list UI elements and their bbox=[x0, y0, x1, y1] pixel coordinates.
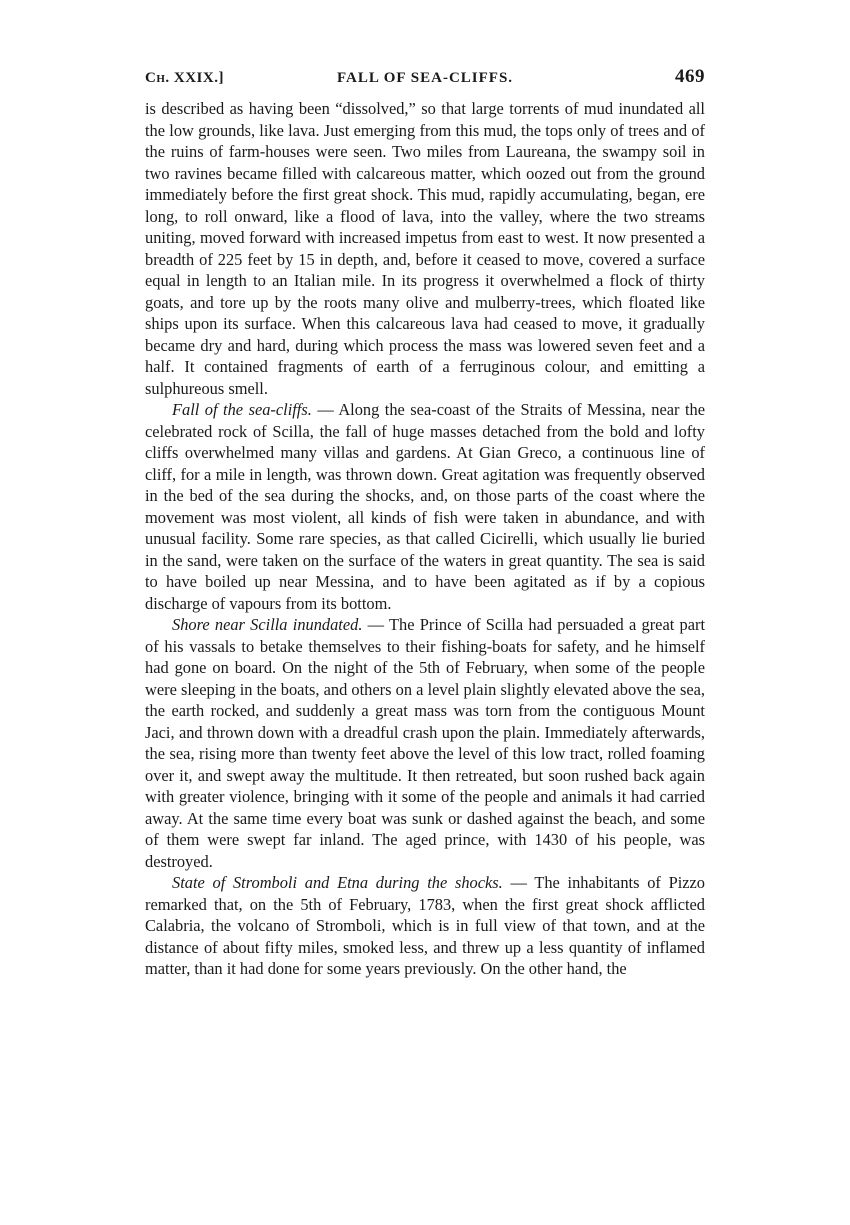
paragraph bbox=[145, 614, 705, 872]
paragraph-text: — Along the sea-coast of the Straits of Messina, near the celebrated rock of Scilla, the fall of huge masses detached from the bold and lofty cliffs overwhelmed many villas and gardens. At Gian Greco, a continuous line of cliff, for a mile in length, was thrown down. Great agitation was frequently observed in the bed of the sea during the shocks, and, on those parts of the coast where the movement was most violent, all kinds of fish were taken in abundance, and with unusual facility. Some rare species, as that called Cicirelli, which usually lie buried in the sand, were taken on the surface of the waters in great quantity. The sea is said to have boiled up near Messina, and to have been agitated as if by a copious discharge of vapours from its bottom. bbox=[145, 400, 705, 613]
book-page bbox=[145, 64, 705, 980]
paragraph bbox=[145, 399, 705, 614]
section-heading: Fall of the sea-cliffs. bbox=[172, 400, 312, 419]
paragraph-text: is described as having been “dissolved,” so that large torrents of mud inundated all the low grounds, like lava. Just emerging from this mud, the tops only of trees and of the ruins of farm-houses were seen. Two miles from Laureana, the swampy soil in two ravines became filled with calcareous matter, which oozed out from the ground immediately before the first great shock. This mud, rapidly accumulating, began, ere long, to roll onward, like a flood of lava, into the valley, where the two streams uniting, moved forward with increased impetus from east to west. It now presented a breadth of 225 feet by 15 in depth, and, before it ceased to move, covered a surface equal in length to an Italian mile. In its progress it overwhelmed a flock of thirty goats, and tore up by the roots many olive and mulberry-trees, which floated like ships upon its surface. When this calcareous lava had ceased to move, it gradually became dry and hard, during which process the mass was lowered seven feet and a half. It contained fragments of earth of a ferruginous colour, and emitting a sulphureous smell. bbox=[145, 99, 705, 398]
section-heading: State of Stromboli and Etna during the shocks. bbox=[172, 873, 503, 892]
section-heading: Shore near Scilla inundated. bbox=[172, 615, 363, 634]
paragraph-text: — The inhabitants of Pizzo remarked that, on the 5th of February, 1783, when the first great shock afflicted Calabria, the volcano of Stromboli, which is in full view of that town, and at the distance of about fifty miles, smoked less, and threw up a less quantity of inflamed matter, than it had done for some years previously. On the other hand, the bbox=[145, 873, 705, 978]
page-number: 469 bbox=[675, 66, 705, 87]
paragraph bbox=[145, 872, 705, 980]
chapter-label: Ch. XXIX.] bbox=[145, 70, 224, 86]
body-text bbox=[145, 98, 705, 980]
paragraph bbox=[145, 98, 705, 399]
running-title: FALL OF SEA-CLIFFS. bbox=[336, 70, 514, 86]
page-header bbox=[145, 64, 705, 98]
paragraph-text: — The Prince of Scilla had persuaded a great part of his vassals to betake themselves to their fishing-boats for safety, and he himself had gone on board. On the night of the 5th of February, when some of the people were sleeping in the boats, and others on a level plain slightly elevated above the sea, the earth rocked, and suddenly a great mass was torn from the contiguous Mount Jaci, and thrown down with a dreadful crash upon the plain. Immediately afterwards, the sea, rising more than twenty feet above the level of this low tract, rolled foaming over it, and swept away the multitude. It then retreated, but soon rushed back again with greater violence, bringing with it some of the people and animals it had carried away. At the same time every boat was sunk or dashed against the beach, and some of them were swept far inland. The aged prince, with 1430 of his people, was destroyed. bbox=[145, 615, 706, 871]
